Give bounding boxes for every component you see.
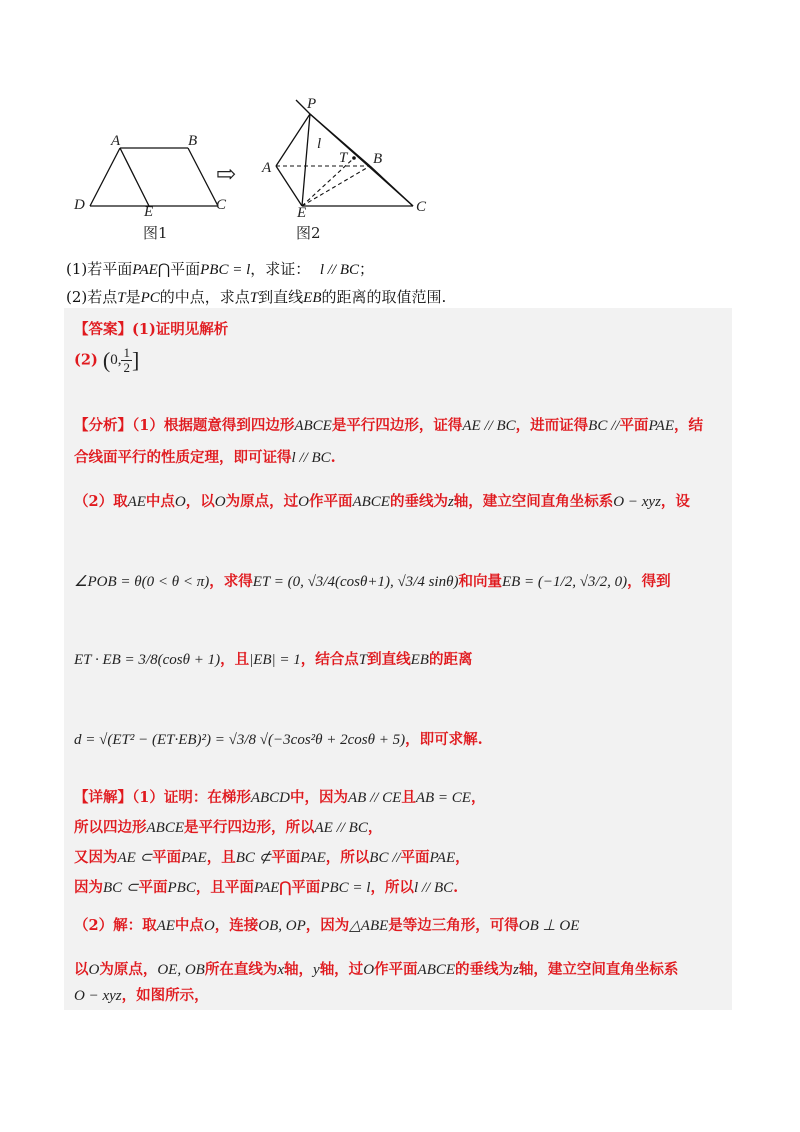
- text: ⋂平面: [279, 879, 321, 896]
- figure-1-trapezoid: [70, 130, 240, 225]
- math: BC //: [369, 850, 401, 866]
- text: ，结: [674, 417, 703, 434]
- text: ，且: [220, 651, 250, 668]
- text: 是平行四边形，证得: [331, 417, 463, 434]
- q2-math: EB: [303, 290, 322, 306]
- math: O: [203, 918, 215, 934]
- math: OB ⊥ OE: [518, 918, 580, 934]
- text: 中，因为: [290, 789, 349, 806]
- q1-text: ，求证：: [250, 260, 311, 278]
- q2-math: T: [249, 290, 259, 306]
- math: BC ⊄: [235, 850, 272, 866]
- detail-line-6: [74, 958, 678, 979]
- text: 中点: [145, 493, 175, 510]
- math: PAE: [181, 850, 207, 866]
- fig2-label-l: l: [317, 136, 322, 152]
- detail-line-4: [74, 876, 458, 897]
- math: BC ⊂: [103, 880, 139, 896]
- text: ，得到: [627, 573, 671, 590]
- answer-line-2: (2) (0, $\frac{1}{2}$ ]: [74, 345, 140, 375]
- math: AB // CE: [348, 790, 402, 806]
- answer-panel: [64, 308, 732, 1010]
- math: AE ⊂: [117, 850, 153, 866]
- text: 轴，建立空间直角坐标系: [453, 493, 614, 510]
- text: （2）解：取: [74, 917, 157, 934]
- math: OB, OP: [258, 918, 306, 934]
- text: ，连接: [214, 917, 259, 934]
- text: 平面: [138, 879, 168, 896]
- math: △ABE: [349, 918, 389, 934]
- figure-1-caption: 图1: [143, 224, 168, 242]
- text: 中点: [174, 917, 204, 934]
- math: y: [313, 962, 320, 978]
- fig1-label-B: B: [188, 133, 198, 149]
- math: ABCE: [417, 962, 456, 978]
- text: 平面: [400, 849, 430, 866]
- math: O − xyz: [74, 988, 122, 1004]
- text: 轴，建立空间直角坐标系: [518, 961, 679, 978]
- text: 又因为: [74, 849, 118, 866]
- figure-2-caption: 图2: [296, 224, 321, 242]
- fig1-label-D: D: [74, 197, 85, 213]
- text: 轴，: [284, 961, 314, 978]
- math: T: [358, 652, 368, 668]
- fig1-label-A: A: [111, 133, 121, 149]
- transform-arrow-icon: ⇨: [216, 160, 237, 188]
- text: ，: [455, 849, 470, 866]
- math: OE, OB: [157, 962, 205, 978]
- text: ，如图所示，: [121, 987, 209, 1004]
- math: ET = (0, √3/4(cosθ+1), √3/4 sinθ): [252, 574, 459, 590]
- text: 为原点，过: [225, 493, 299, 510]
- text: ，求得: [209, 573, 253, 590]
- math: ABCD: [250, 790, 291, 806]
- text: ，以: [185, 493, 215, 510]
- figure-2-pyramid: [258, 96, 438, 218]
- text: ，因为: [305, 917, 350, 934]
- detail-line-2: [74, 816, 382, 837]
- q1-text: (1)若平面: [66, 260, 133, 278]
- q1-text: ；: [358, 260, 374, 278]
- text: 的距离: [428, 651, 473, 668]
- math: AB = CE: [415, 790, 471, 806]
- fig2-label-C: C: [416, 199, 427, 215]
- text: 为原点，: [99, 961, 158, 978]
- fig2-label-P: P: [307, 96, 317, 112]
- q1-math: l // BC: [319, 262, 359, 278]
- text: ，所以: [325, 849, 370, 866]
- text: ，进而证得: [515, 417, 589, 434]
- analysis-line-3: [74, 490, 690, 511]
- question-1: [66, 258, 374, 279]
- math: AE // BC: [462, 418, 516, 434]
- math: O − xyz: [613, 494, 661, 510]
- fig2-label-T: T: [339, 150, 348, 166]
- answer-part-2-label: (2): [74, 351, 98, 369]
- text: 合线面平行的性质定理，即可证得: [74, 449, 292, 466]
- math: l // BC: [291, 450, 331, 466]
- text: ，结合点: [300, 651, 359, 668]
- q1-math: PAE: [132, 262, 158, 278]
- question-2: [66, 286, 446, 307]
- text: 的垂线为: [455, 961, 514, 978]
- text: 和向量: [458, 573, 502, 590]
- detail-line-5: [74, 914, 579, 935]
- math: AE: [127, 494, 146, 510]
- math: ABCE: [294, 418, 332, 434]
- q2-text: 是: [125, 288, 141, 306]
- analysis-line-4: [74, 570, 671, 591]
- detail-line-1: [74, 786, 485, 807]
- text: 平面: [152, 849, 182, 866]
- q2-text: 的中点，求点: [159, 288, 250, 306]
- text: 因为: [74, 879, 103, 896]
- text: ，且平面: [195, 879, 254, 896]
- math: ABCE: [352, 494, 390, 510]
- answer-line-1: 【答案】(1)证明见解析: [74, 321, 229, 338]
- math: ET · EB = 3/8(cosθ + 1): [74, 652, 221, 668]
- text: 到直线: [367, 651, 411, 668]
- math: d = √(ET² − (ET·EB)²) = √3/8 √(−3cos²θ + 2cosθ + 5): [74, 732, 406, 748]
- math: ∠POB = θ(0 < θ < π): [74, 574, 210, 590]
- fig2-label-B: B: [373, 151, 383, 167]
- text: 【分析】（1）根据题意得到四边形: [74, 417, 295, 434]
- fraction-one-half: $\frac{1}{2}$: [123, 345, 130, 375]
- math: z: [513, 962, 519, 978]
- text: 作平面: [374, 961, 418, 978]
- text: ，: [367, 819, 383, 836]
- math: z: [447, 494, 454, 510]
- text: ，设: [660, 493, 690, 510]
- math: PBC: [167, 880, 196, 896]
- text: ，且: [206, 849, 236, 866]
- q2-text: 到直线: [258, 288, 304, 306]
- math: PBC = l: [320, 880, 371, 896]
- text: .: [330, 449, 336, 466]
- math: BC //: [588, 418, 620, 434]
- math: |EB| = 1: [249, 652, 301, 668]
- math: EB = (−1/2, √3/2, 0): [501, 574, 628, 590]
- analysis-line-1: [74, 414, 703, 435]
- q2-math: PC: [140, 290, 160, 306]
- text: 平面: [619, 417, 649, 434]
- text: 且: [401, 789, 416, 806]
- fig1-label-E: E: [144, 204, 154, 220]
- math: PAE: [253, 880, 280, 896]
- analysis-line-5: [74, 648, 472, 669]
- text: 以: [74, 961, 89, 978]
- text: 的垂线为: [389, 493, 448, 510]
- text: 是平行四边形，所以: [184, 819, 315, 836]
- math: O: [174, 494, 186, 510]
- detail-line-3: [74, 846, 470, 867]
- analysis-line-2: [74, 446, 336, 467]
- q2-math: T: [117, 290, 126, 306]
- math: ABCE: [146, 820, 184, 836]
- math: PAE: [300, 850, 326, 866]
- math: PAE: [429, 850, 456, 866]
- fig1-label-C: C: [216, 197, 227, 213]
- text: 平面: [271, 849, 301, 866]
- math: O: [363, 962, 375, 978]
- text: 是等边三角形，可得: [388, 917, 519, 934]
- math: O: [88, 962, 100, 978]
- text: 作平面: [308, 493, 353, 510]
- fig2-label-A: A: [262, 160, 272, 176]
- text: 轴，过: [319, 961, 364, 978]
- text: ，所以: [370, 879, 414, 896]
- text: （2）取: [74, 493, 128, 510]
- q1-text: ⋂平面: [157, 260, 201, 278]
- text: ，即可求解.: [405, 731, 483, 748]
- text: ，: [470, 789, 486, 806]
- answer-interval: (: [102, 347, 111, 373]
- text: 所在直线为: [204, 961, 278, 978]
- math: AE: [156, 918, 175, 934]
- math: O: [298, 494, 309, 510]
- math: EB: [410, 652, 429, 668]
- text: 所以四边形: [74, 819, 147, 836]
- math: AE // BC: [314, 820, 368, 836]
- math: x: [277, 962, 285, 978]
- q2-text: (2)若点: [66, 288, 118, 306]
- q2-text: 的距离的取值范围.: [321, 288, 447, 306]
- text: 【详解】（1）证明：在梯形: [74, 789, 251, 806]
- math: O: [214, 494, 226, 510]
- math: PAE: [648, 418, 674, 434]
- text: .: [453, 879, 459, 896]
- detail-line-7: [74, 984, 209, 1005]
- q1-math: PBC = l: [200, 262, 251, 278]
- analysis-line-6: [74, 728, 483, 749]
- math: l // BC: [413, 880, 454, 896]
- fig2-label-E: E: [297, 205, 307, 221]
